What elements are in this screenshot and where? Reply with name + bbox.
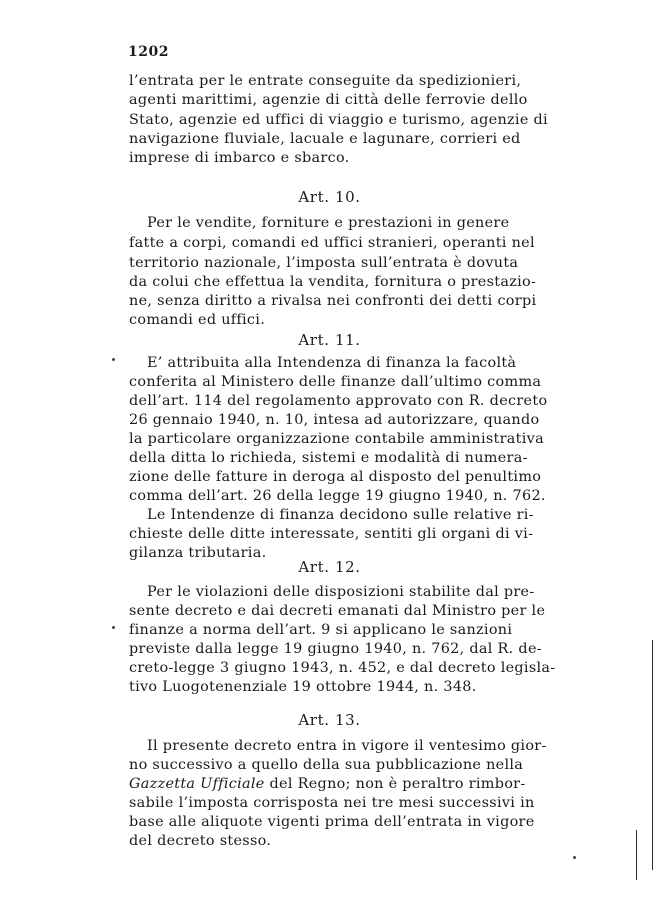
body-line: sente decreto e dai decreti emanati dal Ministro per le — [129, 603, 546, 619]
body-line: della ditta lo richieda, sistemi e modalità di numera- — [129, 450, 528, 466]
body-line: Per le violazioni delle disposizioni stabilite dal pre- — [147, 584, 535, 600]
scan-edge-mark — [652, 640, 653, 870]
body-line: tivo Luogotenenziale 19 ottobre 1944, n. 348. — [129, 679, 477, 695]
body-line: comandi ed uffici. — [129, 312, 266, 328]
publication-title: Gazzetta Ufficiale — [129, 776, 265, 792]
body-line: zione delle fatture in deroga al disposto del penultimo — [129, 469, 542, 485]
body-text: del Regno; non è peraltro rimbor- — [264, 776, 526, 792]
article-heading-12: Art. 12. — [298, 558, 361, 576]
body-line: no successivo a quello della sua pubblicazione nella — [129, 757, 524, 773]
body-line: gilanza tributaria. — [129, 545, 267, 561]
body-line: agenti marittimi, agenzie di città delle ferrovie dello — [129, 92, 528, 108]
article-heading-11: Art. 11. — [298, 331, 361, 349]
body-line: sabile l’imposta corrisposta nei tre mesi successivi in — [129, 795, 535, 811]
page-number: 1202 — [128, 44, 169, 60]
body-line: chieste delle ditte interessate, sentiti gli organi di vi- — [129, 526, 534, 542]
body-line: l’entrata per le entrate conseguite da spedizionieri, — [129, 73, 522, 89]
body-line: dell’art. 114 del regolamento approvato con R. decreto — [129, 393, 548, 409]
scan-speck — [112, 358, 115, 361]
body-line: Le Intendenze di finanza decidono sulle relative ri- — [147, 507, 534, 523]
body-line: imprese di imbarco e sbarco. — [129, 150, 350, 166]
body-line: da colui che effettua la vendita, fornitura o prestazio- — [129, 274, 537, 290]
body-line: fatte a corpi, comandi ed uffici stranieri, operanti nel — [129, 235, 535, 251]
article-heading-10: Art. 10. — [298, 188, 361, 206]
body-line: E’ attribuita alla Intendenza di finanza la facoltà — [147, 355, 517, 371]
scan-edge-mark — [636, 830, 637, 880]
body-line: la particolare organizzazione contabile amministrativa — [129, 431, 544, 447]
body-line: ne, senza diritto a rivalsa nei confronti dei detti corpi — [129, 293, 537, 309]
body-line — [129, 775, 526, 794]
body-line: creto-legge 3 giugno 1943, n. 452, e dal decreto legisla- — [129, 660, 556, 676]
body-line: previste dalla legge 19 giugno 1940, n. 762, dal R. de- — [129, 641, 542, 657]
body-line: Per le vendite, forniture e prestazioni in genere — [147, 215, 510, 231]
article-heading-13: Art. 13. — [298, 711, 361, 729]
body-line: territorio nazionale, l’imposta sull’entrata è dovuta — [129, 255, 519, 271]
scan-speck — [112, 626, 115, 629]
scan-speck — [573, 856, 576, 859]
body-line: Stato, agenzie ed uffici di viaggio e turismo, agenzie di — [129, 112, 548, 128]
body-line: navigazione fluviale, lacuale e lagunare, corrieri ed — [129, 131, 521, 147]
body-line: base alle aliquote vigenti prima dell’entrata in vigore — [129, 814, 535, 830]
body-line: comma dell’art. 26 della legge 19 giugno 1940, n. 762. — [129, 488, 546, 504]
body-line: 26 gennaio 1940, n. 10, intesa ad autorizzare, quando — [129, 412, 540, 428]
body-line: del decreto stesso. — [129, 833, 272, 849]
body-line: Il presente decreto entra in vigore il ventesimo gior- — [147, 738, 547, 754]
body-line: finanze a norma dell’art. 9 si applicano le sanzioni — [129, 622, 513, 638]
body-line: conferita al Ministero delle finanze dall’ultimo comma — [129, 374, 542, 390]
